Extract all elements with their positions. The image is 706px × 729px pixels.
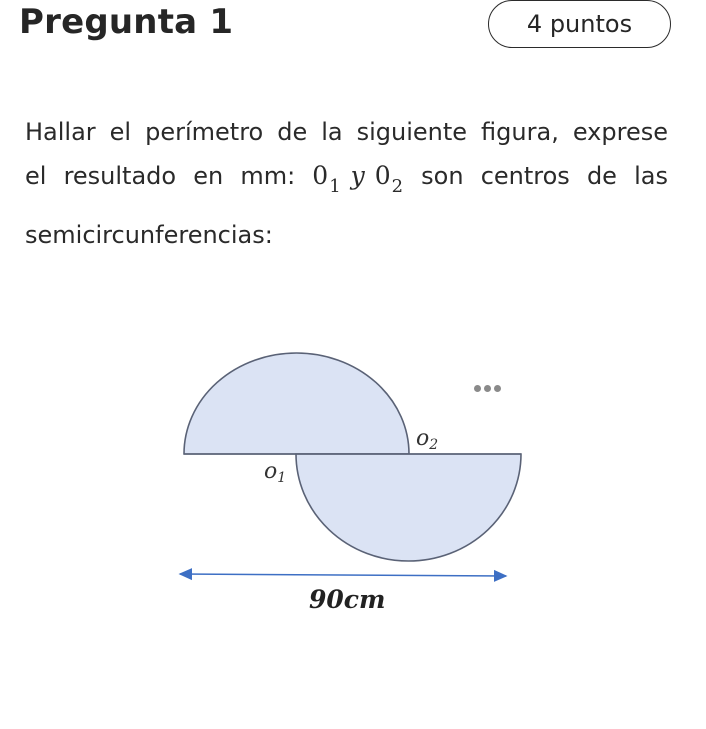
center-symbol-1: 0 (312, 161, 330, 190)
label-o1: o1 (264, 459, 287, 486)
center-subscript-2: 2 (391, 176, 405, 197)
word: las (634, 162, 668, 190)
word: resultado (63, 162, 177, 190)
word: son (421, 162, 464, 190)
center-subscript-1: 1 (329, 176, 342, 197)
conjunction: y (350, 161, 366, 190)
word: de (586, 162, 617, 190)
dimension-label: 90cm (309, 585, 386, 614)
question-line-1 (25, 110, 668, 154)
question-line-1-text: Hallar el perímetro de la siguiente figura, exprese (25, 118, 668, 146)
word: mm: (240, 162, 296, 190)
center-symbol-2: 0 (374, 161, 392, 190)
word: en (193, 162, 224, 190)
points-label: 4 puntos (526, 10, 633, 38)
dimension-arrow (180, 574, 506, 576)
question-line-3-text: semicircunferencias: (25, 221, 273, 249)
question-text (25, 110, 668, 257)
label-o2: o2 (416, 426, 439, 453)
upper-semicircle (184, 353, 409, 454)
points-badge (488, 0, 671, 48)
lower-semicircle (296, 454, 521, 561)
question-title: Pregunta 1 (19, 2, 234, 42)
word: centros (480, 162, 570, 190)
question-line-3 (25, 213, 668, 257)
word: el (25, 162, 47, 190)
centers-formula (312, 154, 404, 201)
question-line-2 (25, 154, 668, 201)
semicircles-figure (160, 340, 540, 620)
